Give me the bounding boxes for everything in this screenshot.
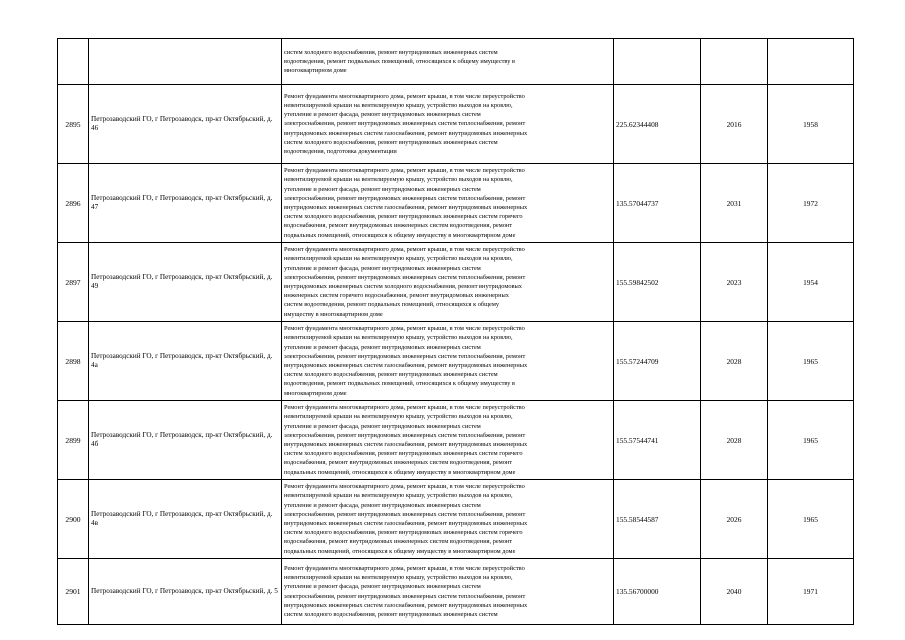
works-line: внутридомовых инженерных систем газоснабжения, ремонт внутридомовых инженерных bbox=[284, 129, 528, 137]
works-line: Ремонт фундамента многоквартирного дома, ремонт крыши, в том числе переустройство bbox=[284, 325, 525, 333]
address-cell bbox=[89, 39, 282, 85]
works-line: электроснабжения, ремонт внутридомовых инженерных систем теплоснабжения, ремонт bbox=[284, 194, 526, 202]
works-line: невентилируемой крыши на вентилируемую крышу, устройство выходов на кровлю, bbox=[284, 574, 513, 582]
capital-repair-table bbox=[57, 38, 854, 625]
plan-year-cell: 2026 bbox=[701, 480, 768, 559]
works-line: внутридомовых инженерных систем газоснабжения, ремонт внутридомовых инженерных bbox=[284, 601, 528, 609]
works-line: внутридомовых инженерных систем газоснабжения, ремонт внутридомовых инженерных bbox=[284, 520, 528, 527]
works-line: систем холодного водоснабжения, ремонт внутридомовых инженерных систем bbox=[284, 371, 498, 379]
works-line: систем холодного водоснабжения, ремонт внутридомовых инженерных систем горячего bbox=[284, 529, 523, 537]
table-row bbox=[58, 243, 854, 322]
built-year-cell: 1971 bbox=[768, 559, 854, 625]
works-cell bbox=[282, 401, 614, 480]
works-line: внутридомовых инженерных систем газоснабжения, ремонт внутридомовых инженерных bbox=[284, 204, 528, 211]
cost-cell: 135.56700000 bbox=[614, 559, 701, 625]
cost-cell: 155.57244709 bbox=[614, 322, 701, 401]
works-cell bbox=[282, 85, 614, 164]
plan-year-cell: 2028 bbox=[701, 322, 768, 401]
table-row bbox=[58, 480, 854, 559]
works-line: инженерных систем горячего водоснабжения, ремонт внутридомовых инженерных bbox=[284, 292, 509, 300]
built-year-cell: 1965 bbox=[768, 480, 854, 559]
row-number: 2897 bbox=[58, 243, 89, 322]
table-body bbox=[58, 39, 854, 625]
row-number: 2898 bbox=[58, 322, 89, 401]
cost-cell bbox=[614, 39, 701, 85]
works-cell bbox=[282, 322, 614, 401]
table-row bbox=[58, 401, 854, 480]
row-number: 2895 bbox=[58, 85, 89, 164]
row-number: 2896 bbox=[58, 164, 89, 243]
works-line: водоснабжения, ремонт внутридомовых инженерных систем водоотведения, ремонт bbox=[284, 222, 513, 230]
works-line: утепление и ремонт фасада, ремонт внутридомовых инженерных систем bbox=[284, 583, 481, 591]
works-line: электроснабжения, ремонт внутридомовых инженерных систем теплоснабжения, ремонт bbox=[284, 592, 526, 600]
cost-cell: 135.57044737 bbox=[614, 164, 701, 243]
built-year-cell: 1972 bbox=[768, 164, 854, 243]
works-line: систем холодного водоснабжения, ремонт внутридомовых инженерных систем горячего bbox=[284, 213, 523, 221]
works-line: электроснабжения, ремонт внутридомовых инженерных систем теплоснабжения, ремонт bbox=[284, 431, 526, 439]
works-line: внутридомовых инженерных систем газоснабжения, ремонт внутридомовых инженерных bbox=[284, 362, 528, 369]
works-cell bbox=[282, 243, 614, 322]
works-line: Ремонт фундамента многоквартирного дома, ремонт крыши, в том числе переустройство bbox=[284, 167, 525, 175]
works-line: внутридомовых инженерных систем холодного водоснабжения, ремонт внутридомовых bbox=[284, 283, 522, 290]
works-line: невентилируемой крыши на вентилируемую крышу, устройство выходов на кровлю, bbox=[284, 176, 513, 184]
works-line: систем водоотведения, ремонт подвальных помещений, относящихся к общему bbox=[284, 301, 500, 309]
plan-year-cell: 2023 bbox=[701, 243, 768, 322]
works-line: систем холодного водоснабжения, ремонт внутридомовых инженерных систем bbox=[284, 48, 498, 56]
cost-cell: 225.62344408 bbox=[614, 85, 701, 164]
works-cell bbox=[282, 164, 614, 243]
table-row bbox=[58, 322, 854, 401]
built-year-cell: 1965 bbox=[768, 401, 854, 480]
works-line: электроснабжения, ремонт внутридомовых инженерных систем теплоснабжения, ремонт bbox=[284, 120, 526, 128]
works-line: имуществу в многоквартирном доме bbox=[284, 310, 383, 318]
works-line: Ремонт фундамента многоквартирного дома, ремонт крыши, в том числе переустройство bbox=[284, 564, 525, 572]
row-number: 2901 bbox=[58, 559, 89, 625]
plan-year-cell: 2040 bbox=[701, 559, 768, 625]
works-line: водоотведения, ремонт подвальных помещений, относящихся к общему имуществу в bbox=[284, 57, 515, 65]
built-year-cell: 1958 bbox=[768, 85, 854, 164]
cost-cell: 155.58544587 bbox=[614, 480, 701, 559]
cost-cell: 155.59842502 bbox=[614, 243, 701, 322]
works-line: систем холодного водоснабжения, ремонт внутридомовых инженерных систем bbox=[284, 138, 498, 146]
works-line: систем холодного водоснабжения, ремонт внутридомовых инженерных систем bbox=[284, 610, 498, 618]
works-line: невентилируемой крыши на вентилируемую крышу, устройство выходов на кровлю, bbox=[284, 492, 513, 500]
works-line: утепление и ремонт фасада, ремонт внутридомовых инженерных систем bbox=[284, 501, 481, 509]
works-line: утепление и ремонт фасада, ремонт внутридомовых инженерных систем bbox=[284, 422, 481, 430]
address-cell: Петрозаводский ГО, г Петрозаводск, пр-кт Октябрьский, д. 47 bbox=[89, 164, 282, 243]
works-line: Ремонт фундамента многоквартирного дома, ремонт крыши, в том числе переустройство bbox=[284, 92, 525, 100]
works-line: подвальных помещений, относящихся к общему имуществу в многоквартирном доме bbox=[284, 468, 516, 476]
works-line: водоснабжения, ремонт внутридомовых инженерных систем водоотведения, ремонт bbox=[284, 459, 513, 467]
works-line: Ремонт фундамента многоквартирного дома, ремонт крыши, в том числе переустройство bbox=[284, 483, 525, 491]
table-row bbox=[58, 39, 854, 85]
works-line: электроснабжения, ремонт внутридомовых инженерных систем теплоснабжения, ремонт bbox=[284, 352, 526, 360]
address-cell: Петрозаводский ГО, г Петрозаводск, пр-кт Октябрьский, д. 4б bbox=[89, 401, 282, 480]
works-line: утепление и ремонт фасада, ремонт внутридомовых инженерных систем bbox=[284, 343, 481, 351]
plan-year-cell: 2016 bbox=[701, 85, 768, 164]
row-number bbox=[58, 39, 89, 85]
built-year-cell: 1965 bbox=[768, 322, 854, 401]
works-line: электроснабжения, ремонт внутридомовых инженерных систем теплоснабжения, ремонт bbox=[284, 510, 526, 518]
plan-year-cell: 2028 bbox=[701, 401, 768, 480]
address-cell: Петрозаводский ГО, г Петрозаводск, пр-кт Октябрьский, д. 46 bbox=[89, 85, 282, 164]
built-year-cell bbox=[768, 39, 854, 85]
works-line: водоотведения, ремонт подвальных помещений, относящихся к общему имуществу в bbox=[284, 380, 515, 388]
works-line: многоквартирном доме bbox=[284, 67, 347, 75]
table-row bbox=[58, 85, 854, 164]
works-line: утепление и ремонт фасада, ремонт внутридомовых инженерных систем bbox=[284, 111, 481, 119]
works-line: утепление и ремонт фасада, ремонт внутридомовых инженерных систем bbox=[284, 264, 481, 272]
address-cell: Петрозаводский ГО, г Петрозаводск, пр-кт Октябрьский, д. 4а bbox=[89, 322, 282, 401]
works-line: подвальных помещений, относящихся к общему имуществу в многоквартирном доме bbox=[284, 547, 516, 555]
works-line: систем холодного водоснабжения, ремонт внутридомовых инженерных систем горячего bbox=[284, 450, 523, 458]
works-line: невентилируемой крыши на вентилируемую крышу, устройство выходов на кровлю, bbox=[284, 101, 513, 109]
works-line: водоснабжения, ремонт внутридомовых инженерных систем водоотведения, ремонт bbox=[284, 538, 513, 546]
address-cell: Петрозаводский ГО, г Петрозаводск, пр-кт Октябрьский, д. 49 bbox=[89, 243, 282, 322]
row-number: 2900 bbox=[58, 480, 89, 559]
works-cell bbox=[282, 480, 614, 559]
built-year-cell: 1954 bbox=[768, 243, 854, 322]
plan-year-cell bbox=[701, 39, 768, 85]
works-line: невентилируемой крыши на вентилируемую крышу, устройство выходов на кровлю, bbox=[284, 413, 513, 421]
row-number: 2899 bbox=[58, 401, 89, 480]
plan-year-cell: 2031 bbox=[701, 164, 768, 243]
works-line: многоквартирном доме bbox=[284, 389, 347, 397]
address-cell: Петрозаводский ГО, г Петрозаводск, пр-кт Октябрьский, д. 4в bbox=[89, 480, 282, 559]
works-cell bbox=[282, 559, 614, 625]
works-line: невентилируемой крыши на вентилируемую крышу, устройство выходов на кровлю, bbox=[284, 255, 513, 263]
works-line: внутридомовых инженерных систем газоснабжения, ремонт внутридомовых инженерных bbox=[284, 441, 528, 448]
works-cell bbox=[282, 39, 614, 85]
works-line: невентилируемой крыши на вентилируемую крышу, устройство выходов на кровлю, bbox=[284, 334, 513, 342]
works-line: водоотведения, подготовка документации bbox=[284, 148, 397, 155]
works-line: Ремонт фундамента многоквартирного дома, ремонт крыши, в том числе переустройство bbox=[284, 246, 525, 254]
works-line: электроснабжения, ремонт внутридомовых инженерных систем теплоснабжения, ремонт bbox=[284, 273, 526, 281]
works-line: утепление и ремонт фасада, ремонт внутридомовых инженерных систем bbox=[284, 185, 481, 193]
cost-cell: 155.57544741 bbox=[614, 401, 701, 480]
address-cell: Петрозаводский ГО, г Петрозаводск, пр-кт Октябрьский, д. 5 bbox=[89, 559, 282, 625]
table-row bbox=[58, 164, 854, 243]
table-row bbox=[58, 559, 854, 625]
works-line: подвальных помещений, относящихся к общему имуществу в многоквартирном доме bbox=[284, 231, 516, 239]
works-line: Ремонт фундамента многоквартирного дома, ремонт крыши, в том числе переустройство bbox=[284, 404, 525, 412]
